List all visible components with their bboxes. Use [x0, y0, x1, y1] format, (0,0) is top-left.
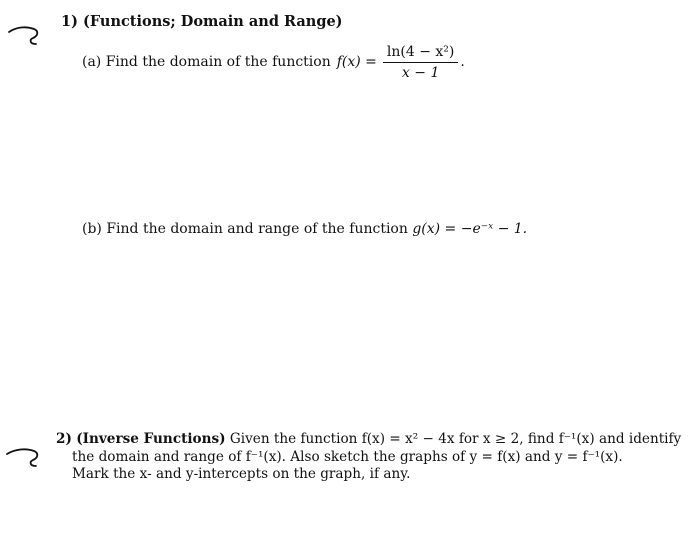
function-g: g(x) = −e⁻ˣ − 1. — [412, 221, 528, 237]
question-1-title: 1) (Functions; Domain and Range) — [61, 13, 343, 30]
question-1a — [82, 40, 465, 84]
handwritten-arrow-mark-icon — [4, 440, 48, 474]
question-1a-prefix: (a) Find the domain of the function — [82, 54, 331, 70]
question-1b — [82, 221, 527, 237]
question-2-line-1 — [56, 431, 682, 449]
question-2-line-1-text: Given the function f(x) = x² − 4x for x ≥ 2, find f⁻¹(x) and identify — [229, 431, 682, 447]
handwritten-arrow-mark-icon — [6, 18, 48, 52]
fraction-denominator: x − 1 — [401, 64, 440, 81]
handwritten-mark-2 — [4, 440, 48, 474]
function-f-lhs: f(x) = — [336, 54, 377, 70]
question-2 — [56, 431, 682, 484]
question-2-heading: (Inverse Functions) — [76, 431, 226, 447]
fraction-numerator: ln(4 − x²) — [383, 44, 458, 63]
fraction — [383, 44, 458, 81]
question-2-line-2: the domain and range of f⁻¹(x). Also sketch the graphs of y = f(x) and y = f⁻¹(x). — [72, 448, 623, 465]
handwritten-mark-1 — [6, 18, 48, 52]
question-2-line-3: Mark the x- and y-intercepts on the graph, if any. — [72, 466, 411, 482]
question-1b-text: (b) Find the domain and range of the function — [82, 221, 408, 237]
question-1a-period: . — [460, 54, 465, 70]
question-2-number: 2) — [56, 431, 72, 447]
